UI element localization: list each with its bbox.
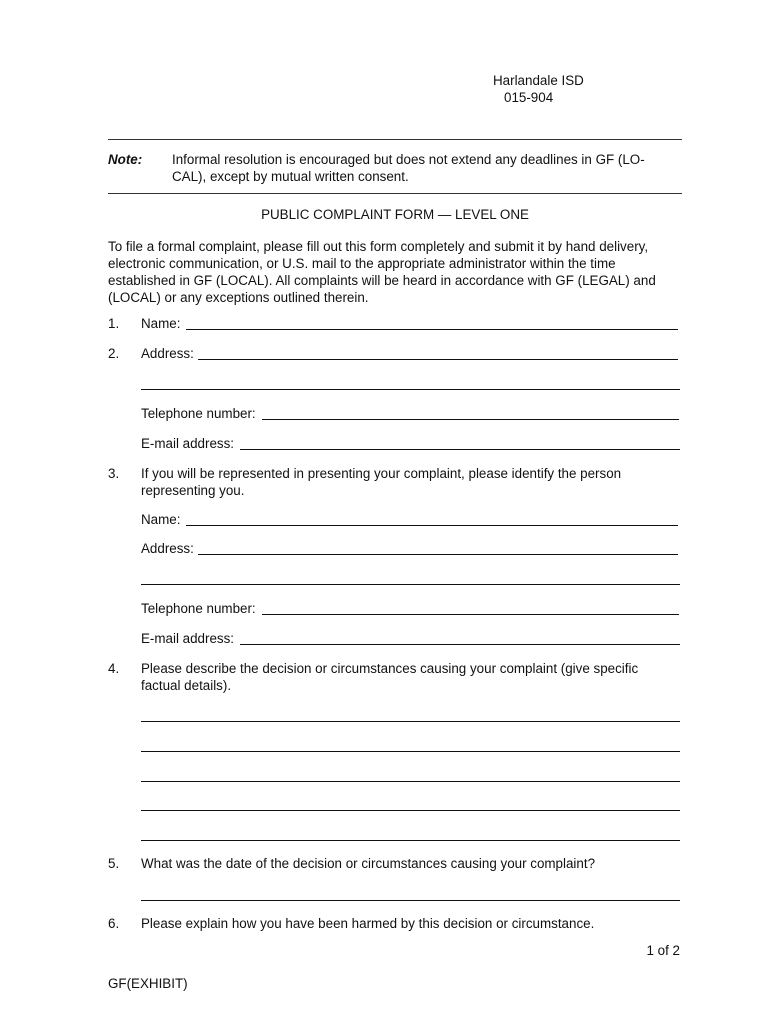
note-text — [172, 151, 672, 185]
description-field-line-2[interactable] — [141, 751, 680, 752]
representative-name-label: Name: — [141, 512, 181, 527]
representative-question — [141, 465, 671, 499]
complainant-name-field[interactable] — [186, 329, 678, 330]
item-number-2: 2. — [108, 346, 120, 361]
decision-date-field[interactable] — [141, 900, 680, 901]
form-title: PUBLIC COMPLAINT FORM — LEVEL ONE — [261, 207, 529, 222]
item-number-4: 4. — [108, 661, 120, 676]
district-header — [493, 72, 613, 106]
intro-paragraph — [108, 238, 682, 306]
footer-code: GF(EXHIBIT) — [108, 976, 188, 991]
representative-address-field[interactable] — [198, 554, 678, 555]
complainant-address-field-line-2[interactable] — [141, 389, 680, 390]
district-name: Harlandale ISD — [493, 73, 584, 88]
intro-line-4: (LOCAL) or any exceptions outlined therein. — [108, 290, 369, 305]
top-divider — [108, 139, 682, 140]
intro-line-3: established in GF (LOCAL). All complaints will be heard in accordance with GF (LEGAL) and — [108, 273, 656, 288]
item-number-6: 6. — [108, 916, 120, 931]
description-field-line-4[interactable] — [141, 810, 680, 811]
intro-line-2: electronic communication, or U.S. mail to the appropriate administrator within the time — [108, 256, 616, 271]
representative-email-field[interactable] — [240, 644, 680, 645]
description-question-line-1: Please describe the decision or circumstances causing your complaint (give specific — [141, 661, 639, 676]
description-question — [141, 660, 671, 694]
item-number-3: 3. — [108, 466, 120, 481]
intro-line-1: To file a formal complaint, please fill out this form completely and submit it by hand delivery, — [108, 239, 649, 254]
representative-address-label: Address: — [141, 541, 194, 556]
complainant-phone-label: Telephone number: — [141, 406, 256, 421]
page-number: 1 of 2 — [646, 943, 680, 958]
note-line-1: Informal resolution is encouraged but does not extend any deadlines in GF (LO- — [172, 152, 645, 167]
complainant-address-field[interactable] — [198, 359, 678, 360]
complainant-phone-field[interactable] — [262, 419, 679, 420]
item-number-5: 5. — [108, 856, 120, 871]
representative-phone-label: Telephone number: — [141, 601, 256, 616]
note-line-2: CAL), except by mutual written consent. — [172, 169, 409, 184]
item-number-1: 1. — [108, 316, 120, 331]
complainant-name-label: Name: — [141, 316, 181, 331]
complainant-email-field[interactable] — [240, 449, 680, 450]
representative-question-line-1: If you will be represented in presenting your complaint, please identify the person — [141, 466, 622, 481]
note-label: Note: — [108, 152, 143, 167]
representative-name-field[interactable] — [186, 525, 678, 526]
description-question-line-2: factual details). — [141, 678, 232, 693]
complainant-email-label: E-mail address: — [141, 436, 235, 451]
representative-email-label: E-mail address: — [141, 631, 235, 646]
description-field-line-5[interactable] — [141, 840, 680, 841]
harm-question: Please explain how you have been harmed by this decision or circumstance. — [141, 916, 595, 931]
representative-question-line-2: representing you. — [141, 483, 245, 498]
complainant-address-label: Address: — [141, 346, 194, 361]
description-field-line-1[interactable] — [141, 721, 680, 722]
representative-phone-field[interactable] — [262, 614, 679, 615]
district-code: 015-904 — [504, 90, 554, 105]
representative-address-field-line-2[interactable] — [141, 584, 680, 585]
note-divider — [108, 193, 682, 194]
description-field-line-3[interactable] — [141, 781, 680, 782]
date-question: What was the date of the decision or circumstances causing your complaint? — [141, 856, 596, 871]
